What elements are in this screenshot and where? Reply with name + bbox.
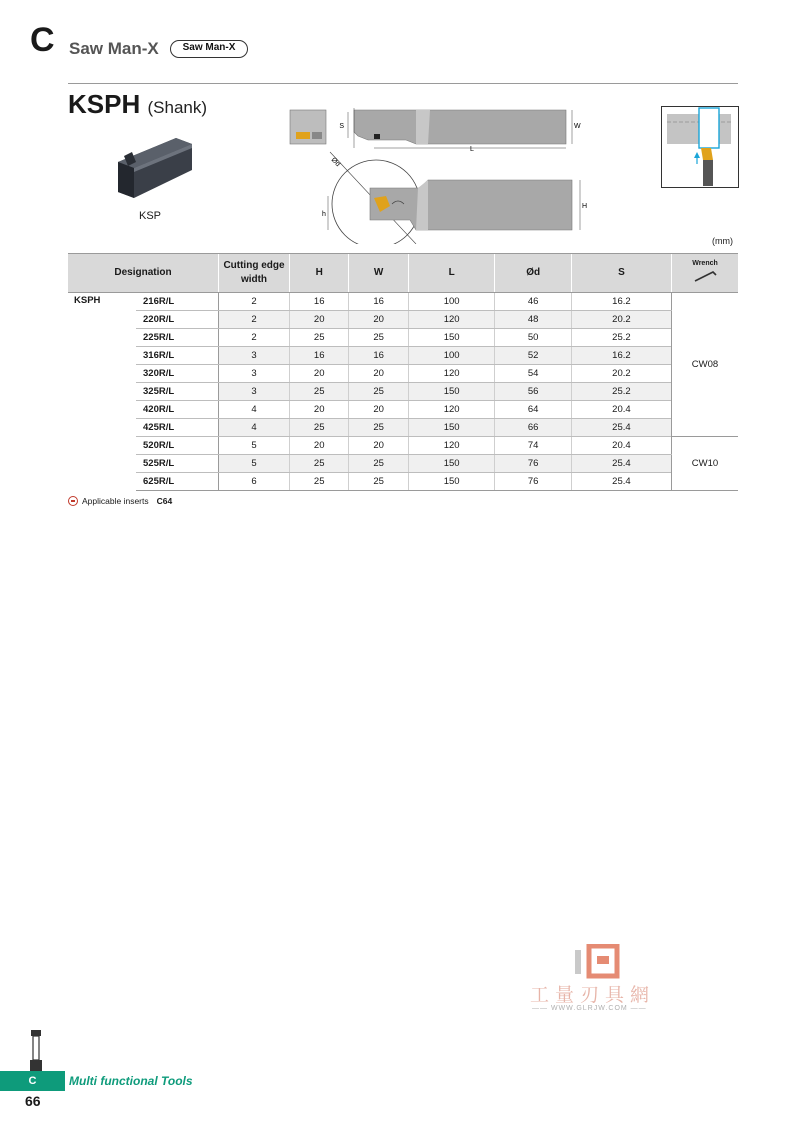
model-cell: 525R/L bbox=[136, 455, 219, 473]
s-cell: 25.4 bbox=[571, 455, 671, 473]
model-cell: 316R/L bbox=[136, 347, 219, 365]
cutting-edge-cell: 3 bbox=[219, 365, 290, 383]
table-row bbox=[68, 311, 738, 329]
cutting-edge-cell: 6 bbox=[219, 473, 290, 491]
cutting-edge-cell: 4 bbox=[219, 401, 290, 419]
w-cell: 25 bbox=[349, 383, 408, 401]
w-cell: 16 bbox=[349, 347, 408, 365]
s-cell: 25.2 bbox=[571, 383, 671, 401]
col-l: L bbox=[408, 254, 495, 293]
model-cell: 216R/L bbox=[136, 293, 219, 311]
table-row bbox=[68, 419, 738, 437]
dim-w-label: W bbox=[574, 123, 581, 130]
l-cell: 150 bbox=[408, 419, 495, 437]
table-row bbox=[68, 383, 738, 401]
l-cell: 150 bbox=[408, 473, 495, 491]
h-cell: 20 bbox=[290, 437, 349, 455]
dim-s-label: S bbox=[339, 123, 344, 130]
dim-H-label: H bbox=[582, 203, 588, 210]
note-page-ref[interactable]: C64 bbox=[156, 496, 173, 506]
h-cell: 20 bbox=[290, 401, 349, 419]
h-cell: 25 bbox=[290, 419, 349, 437]
model-cell: 625R/L bbox=[136, 473, 219, 491]
ksp-insert-image bbox=[110, 132, 196, 210]
h-cell: 25 bbox=[290, 455, 349, 473]
shank-top-view-drawing bbox=[288, 104, 588, 154]
watermark-url: —— WWW.GLRJW.COM —— bbox=[532, 1005, 647, 1012]
col-od: Ød bbox=[495, 254, 571, 293]
cutting-edge-cell: 2 bbox=[219, 329, 290, 347]
insert-label: KSP bbox=[139, 210, 162, 222]
table-row bbox=[68, 401, 738, 419]
col-w: W bbox=[349, 254, 408, 293]
l-cell: 120 bbox=[408, 401, 495, 419]
l-cell: 100 bbox=[408, 293, 495, 311]
od-cell: 64 bbox=[495, 401, 571, 419]
watermark-chinese-text: 工量刃具網 bbox=[530, 984, 656, 1006]
cutting-edge-cell: 5 bbox=[219, 455, 290, 473]
model-cell: 225R/L bbox=[136, 329, 219, 347]
s-cell: 20.2 bbox=[571, 365, 671, 383]
col-s: S bbox=[571, 254, 671, 293]
dim-l-label: L bbox=[470, 146, 474, 153]
table-row bbox=[68, 347, 738, 365]
h-cell: 25 bbox=[290, 383, 349, 401]
w-cell: 25 bbox=[349, 419, 408, 437]
cutting-edge-cell: 5 bbox=[219, 437, 290, 455]
l-cell: 150 bbox=[408, 383, 495, 401]
w-cell: 20 bbox=[349, 401, 408, 419]
section-title: Saw Man-X bbox=[69, 39, 159, 58]
col-h: H bbox=[290, 254, 349, 293]
od-cell: 74 bbox=[495, 437, 571, 455]
od-cell: 66 bbox=[495, 419, 571, 437]
dim-h-label: h bbox=[322, 211, 326, 218]
s-cell: 20.2 bbox=[571, 311, 671, 329]
applicable-inserts-note bbox=[68, 496, 172, 506]
header-divider bbox=[68, 83, 738, 84]
product-code: KSPH bbox=[68, 89, 141, 119]
product-title bbox=[68, 88, 207, 124]
page-number: 66 bbox=[25, 1093, 41, 1109]
note-text: Applicable inserts bbox=[82, 496, 149, 506]
w-cell: 20 bbox=[349, 311, 408, 329]
l-cell: 120 bbox=[408, 437, 495, 455]
od-cell: 76 bbox=[495, 455, 571, 473]
od-cell: 56 bbox=[495, 383, 571, 401]
s-cell: 20.4 bbox=[571, 401, 671, 419]
h-cell: 20 bbox=[290, 365, 349, 383]
s-cell: 16.2 bbox=[571, 293, 671, 311]
model-cell: 320R/L bbox=[136, 365, 219, 383]
model-cell: 325R/L bbox=[136, 383, 219, 401]
l-cell: 100 bbox=[408, 347, 495, 365]
l-cell: 120 bbox=[408, 311, 495, 329]
model-cell: 425R/L bbox=[136, 419, 219, 437]
h-cell: 16 bbox=[290, 293, 349, 311]
w-cell: 25 bbox=[349, 455, 408, 473]
table-header-row bbox=[68, 254, 738, 293]
product-subtitle: (Shank) bbox=[147, 98, 208, 117]
w-cell: 25 bbox=[349, 473, 408, 491]
wrench-header-label: Wrench bbox=[692, 259, 718, 267]
cutting-edge-cell: 4 bbox=[219, 419, 290, 437]
series-name: KSPH bbox=[68, 293, 136, 491]
l-cell: 120 bbox=[408, 365, 495, 383]
h-cell: 20 bbox=[290, 311, 349, 329]
h-cell: 25 bbox=[290, 329, 349, 347]
od-cell: 54 bbox=[495, 365, 571, 383]
unit-label: (mm) bbox=[712, 236, 733, 246]
table-row bbox=[68, 437, 738, 455]
l-cell: 150 bbox=[408, 455, 495, 473]
model-cell: 420R/L bbox=[136, 401, 219, 419]
od-cell: 46 bbox=[495, 293, 571, 311]
footer-section-tab[interactable]: C bbox=[0, 1071, 65, 1091]
section-letter: C bbox=[30, 21, 55, 59]
table-row bbox=[68, 365, 738, 383]
model-cell: 220R/L bbox=[136, 311, 219, 329]
spec-table bbox=[68, 253, 738, 491]
wrench-cell: CW10 bbox=[672, 437, 739, 491]
h-cell: 25 bbox=[290, 473, 349, 491]
saw-man-x-logo-badge: Saw Man-X bbox=[170, 40, 248, 58]
od-cell: 48 bbox=[495, 311, 571, 329]
wrench-icon bbox=[693, 269, 717, 283]
od-cell: 52 bbox=[495, 347, 571, 365]
cutting-edge-cell: 2 bbox=[219, 311, 290, 329]
od-cell: 50 bbox=[495, 329, 571, 347]
arrow-circle-icon bbox=[68, 496, 78, 506]
col-designation: Designation bbox=[68, 254, 219, 293]
dim-od-label: Ød bbox=[329, 156, 342, 169]
watermark-logo-icon bbox=[573, 944, 621, 980]
w-cell: 25 bbox=[349, 329, 408, 347]
w-cell: 20 bbox=[349, 437, 408, 455]
table-row bbox=[68, 473, 738, 491]
s-cell: 16.2 bbox=[571, 347, 671, 365]
s-cell: 25.4 bbox=[571, 419, 671, 437]
w-cell: 16 bbox=[349, 293, 408, 311]
s-cell: 25.2 bbox=[571, 329, 671, 347]
cutting-edge-cell: 2 bbox=[219, 293, 290, 311]
cutting-edge-cell: 3 bbox=[219, 347, 290, 365]
table-row bbox=[68, 293, 738, 311]
table-row bbox=[68, 329, 738, 347]
application-diagram bbox=[661, 106, 739, 188]
h-cell: 16 bbox=[290, 347, 349, 365]
cutting-edge-cell: 3 bbox=[219, 383, 290, 401]
wrench-cell: CW08 bbox=[672, 293, 739, 437]
table-row bbox=[68, 455, 738, 473]
footer-section-name: Multi functional Tools bbox=[69, 1074, 193, 1088]
model-cell: 520R/L bbox=[136, 437, 219, 455]
l-cell: 150 bbox=[408, 329, 495, 347]
s-cell: 20.4 bbox=[571, 437, 671, 455]
s-cell: 25.4 bbox=[571, 473, 671, 491]
tool-holder-icon bbox=[28, 1030, 44, 1072]
w-cell: 20 bbox=[349, 365, 408, 383]
col-wrench bbox=[672, 254, 739, 293]
shank-side-view-drawing bbox=[320, 148, 592, 244]
col-cutting-edge-width: Cutting edge width bbox=[219, 254, 290, 293]
od-cell: 76 bbox=[495, 473, 571, 491]
